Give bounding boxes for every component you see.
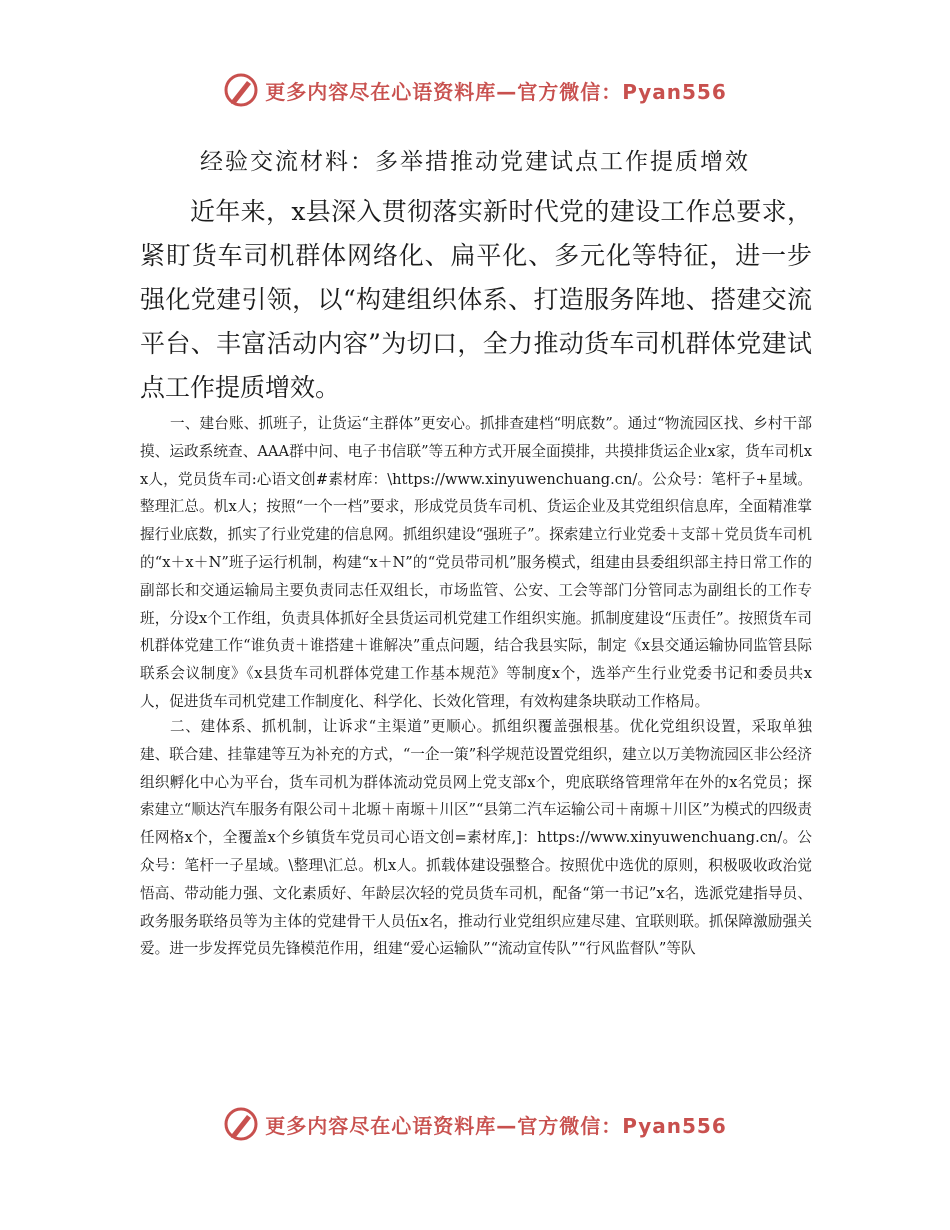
banner-text: 更多内容尽在心语资料库—官方微信：Pyan556 [265,1113,727,1138]
pen-logo-icon [223,1106,259,1142]
pen-logo-icon [223,72,259,108]
header-banner [0,70,950,110]
body-paragraph-2: 二、建体系、抓机制，让诉求“主渠道”更顺心。抓组织覆盖强根基。优化党组织设置，采取单独建、联合建、挂靠建等互为补充的方式，“一企一策”科学规范设置党组织，建立以万美物流园区非公经济组织孵化中心为平台，货车司机为群体流动党员网上党支部x个，兜底联络管理常年在外的x名党员；探索建立“顺达汽车服务有限公司＋北塬＋南塬＋川区”“县第二汽车运输公司＋南塬＋川区”为模式的四级责任网格x个，全覆盖x个乡镇货车党员司心语文创=素材库,]：https://www.xinyuwenchuang.cn/。公众号：笔杆一子星域。\整理\汇总。机x人。抓载体建设强整合。按照优中选优的原则，积极吸收政治觉悟高、带动能力强、文化素质好、年龄层次轻的党员货车司机，配备“第一书记”x名，选派党建指导员、政务服务联络员等为主体的党建骨干人员伍x名，推动行业党组织应建尽建、宜联则联。抓保障激励强关爱。进一步发挥党员先锋模范作用，组建“爱心运输队”“流动宣传队”“行风监督队”等队 [140,718,812,958]
footer-banner [0,1104,950,1144]
banner-text: 更多内容尽在心语资料库—官方微信：Pyan556 [265,79,727,104]
intro-paragraph: 近年来，x县深入贯彻落实新时代党的建设工作总要求，紧盯货车司机群体网络化、扁平化、多元化等特征，进一步强化党建引领，以“构建组织体系、打造服务阵地、搭建交流平台、丰富活动内容”为切口，全力推动货车司机群体党建试点工作提质增效。 [140,197,812,402]
document-title: 经验交流材料：多举措推动党建试点工作提质增效 [200,149,750,175]
body-paragraph-1: 一、建台账、抓班子，让货运“主群体”更安心。抓排查建档“明底数”。通过“物流园区找、乡村干部摸、运政系统查、AAA群中问、电子书信联”等五种方式开展全面摸排，共摸排货运企业x家，货车司机xx人，党员货车司:心语文创#素材库：\https://www.xinyuwenchuang.cn/。公众号：笔杆子+星域。整理汇总。机x人；按照“一个一档”要求，形成党员货车司机、货运企业及其党组织信息库，全面精准掌握行业底数，抓实了行业党建的信息网。抓组织建设“强班子”。探索建立行业党委＋支部＋党员货车司机的“x＋x＋N”班子运行机制，构建“x＋N”的“党员带司机”服务模式，组建由县委组织部主持日常工作的副部长和交通运输局主要负责同志任双组长，市场监管、公安、工会等部门分管同志为副组长的工作专班，分设x个工作组，负责具体抓好全县货运司机党建工作组织实施。抓制度建设“压责任”。按照货车司机群体党建工作“谁负责＋谁搭建＋谁解决”重点问题，结合我县实际，制定《x县交通运输协同监管县际联系会议制度》《x县货车司机群体党建工作基本规范》等制度x个，选举产生行业党委书记和委员共x人，促进货车司机党建工作制度化、科学化、长效化管理，有效构建条块联动工作格局。 [140,415,812,710]
